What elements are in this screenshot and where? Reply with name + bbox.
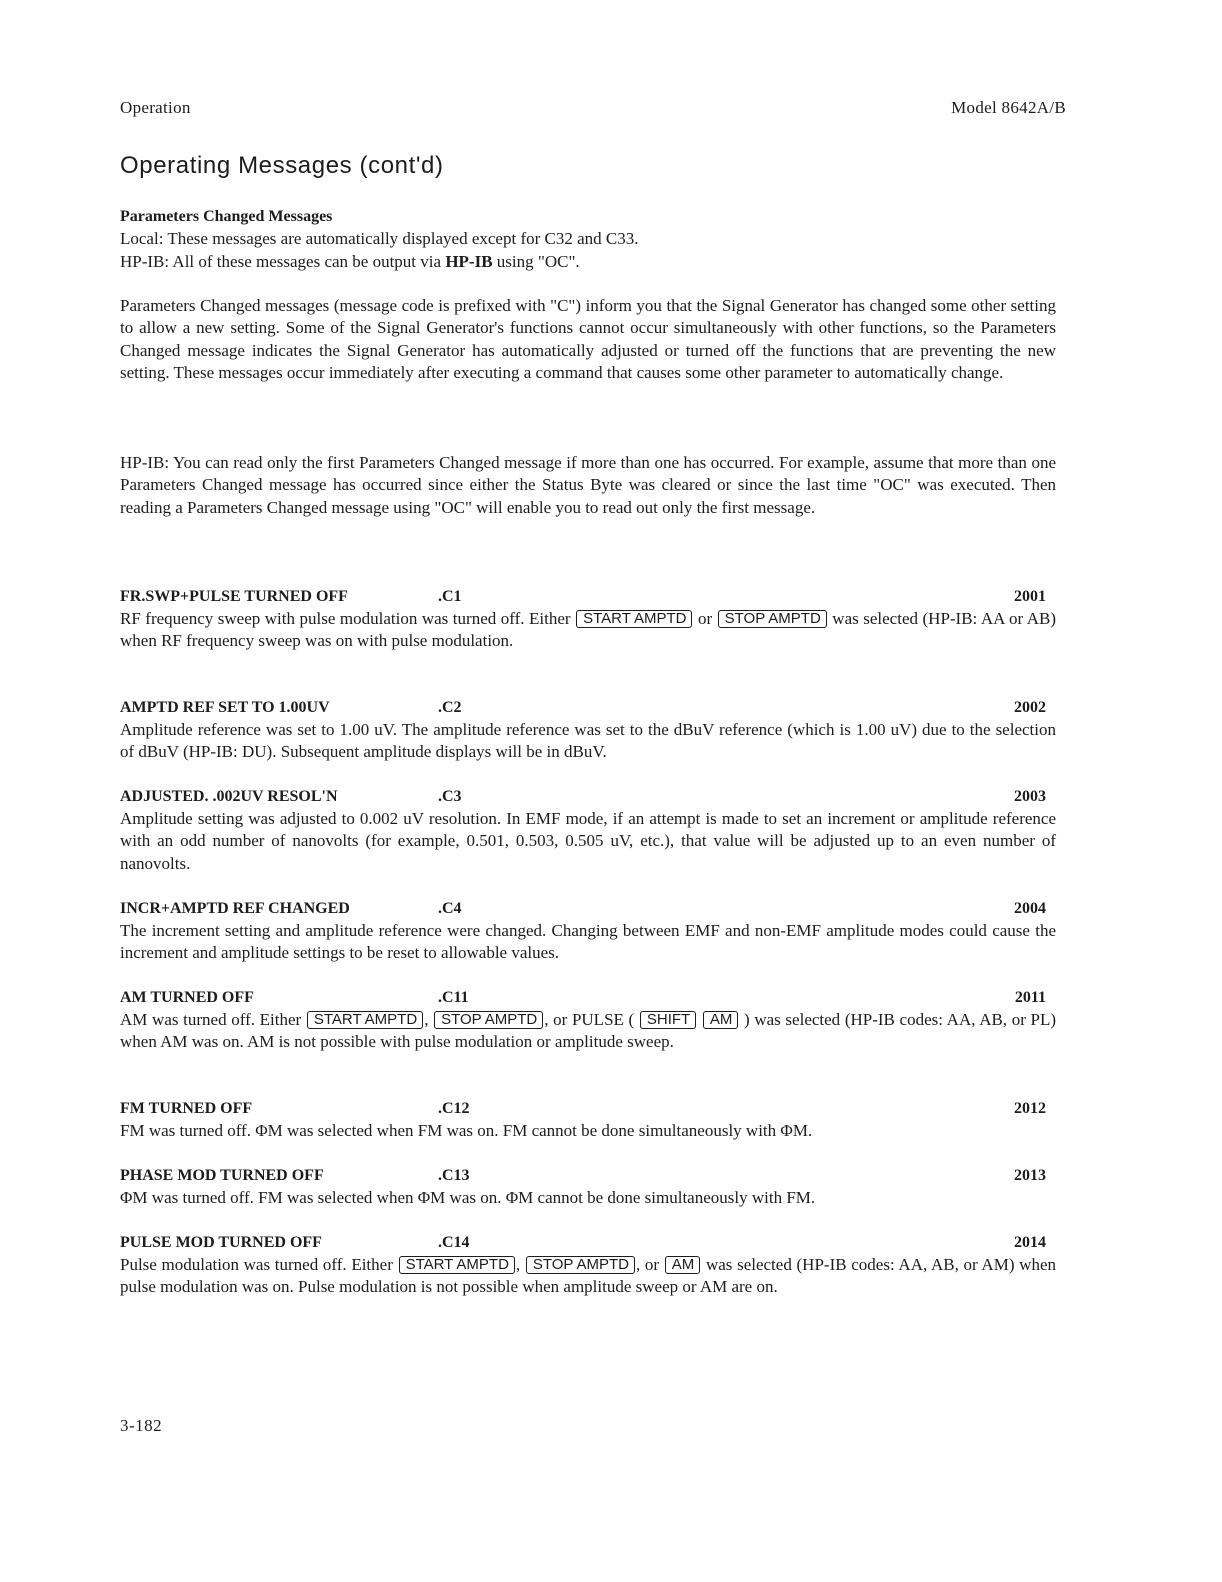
message-entry xyxy=(120,786,1056,875)
message-name: PULSE MOD TURNED OFF xyxy=(120,1234,322,1251)
message-entry xyxy=(120,1165,1056,1209)
am-key: AM xyxy=(703,1011,739,1029)
message-number: 2002 xyxy=(1014,699,1046,716)
message-code: .C2 xyxy=(438,699,462,716)
message-header xyxy=(120,586,1056,608)
message-header xyxy=(120,786,1056,808)
message-description xyxy=(120,1009,1056,1054)
stop-amptd-key: STOP AMPTD xyxy=(718,610,827,628)
message-code: .C1 xyxy=(438,588,462,605)
header-section-label: Operation xyxy=(120,98,191,117)
message-entry xyxy=(120,586,1056,653)
start-amptd-key: START AMPTD xyxy=(307,1011,423,1029)
message-code: .C13 xyxy=(438,1167,470,1184)
message-name: AM TURNED OFF xyxy=(120,989,254,1006)
description-text: was selected (HP-IB codes: AA, AB, or AM) when pulse modulation was on. Pulse modulation is not possible when amplitude sweep or AM are on. xyxy=(120,1255,1056,1297)
message-name: FM TURNED OFF xyxy=(120,1100,253,1117)
stop-amptd-key: STOP AMPTD xyxy=(434,1011,543,1029)
start-amptd-key: START AMPTD xyxy=(399,1256,515,1274)
message-number: 2014 xyxy=(1014,1234,1046,1251)
am-key: AM xyxy=(665,1256,701,1274)
description-text: RF frequency sweep with pulse modulation was turned off. Either xyxy=(120,609,576,628)
description-text: or xyxy=(693,609,717,628)
intro-paragraph-1: Parameters Changed messages (message code is prefixed with "C") inform you that the Signal Generator has changed some other setting to allow a new setting. Some of the Signal Generator's functions cannot occur simultaneously with other functions, so the Parameters Changed message indicates the Signal Generator has automatically adjusted or turned off the functions that are preventing the new setting. These messages occur immediately after executing a command that causes some other parameter to automatically change. xyxy=(120,296,1056,383)
message-description: The increment setting and amplitude reference were changed. Changing between EMF and non-EMF amplitude modes could cause the increment and amplitude settings to be reset to allowable values. xyxy=(120,921,1056,963)
message-entry xyxy=(120,1232,1056,1299)
intro-local-line: Local: These messages are automatically displayed except for C32 and C33. xyxy=(120,229,639,249)
description-text: , or xyxy=(636,1255,664,1274)
shift-key: SHIFT xyxy=(640,1011,696,1029)
message-number: 2012 xyxy=(1014,1100,1046,1117)
message-entry xyxy=(120,1098,1056,1142)
message-description: Amplitude setting was adjusted to 0.002 uV resolution. In EMF mode, if an attempt is made to set an increment or amplitude reference with an odd number of nanovolts (for example, 0.501, 0.503, 0.505 uV, etc.), that value will be adjusted up to an even number of nanovolts. xyxy=(120,809,1056,873)
description-text: , or PULSE ( xyxy=(544,1010,639,1029)
message-description xyxy=(120,1254,1056,1299)
message-entry xyxy=(120,898,1056,965)
message-description: Amplitude reference was set to 1.00 uV. The amplitude reference was set to the dBuV reference (which is 1.00 uV) due to the selection of dBuV (HP-IB: DU). Subsequent amplitude displays will be in dBuV. xyxy=(120,720,1056,762)
message-code: .C3 xyxy=(438,788,462,805)
message-description xyxy=(120,608,1056,653)
message-entry xyxy=(120,987,1056,1054)
message-entry xyxy=(120,697,1056,764)
description-text: , xyxy=(424,1010,434,1029)
message-header xyxy=(120,898,1056,920)
message-code: .C11 xyxy=(438,989,469,1006)
intro-paragraph-1-block xyxy=(120,295,1056,385)
message-code: .C4 xyxy=(438,900,462,917)
intro-hpib-line xyxy=(120,251,1056,273)
intro-hpib-prefix: HP-IB: All of these messages can be output via xyxy=(120,251,446,271)
message-header xyxy=(120,1165,1056,1187)
page-title: Operating Messages (cont'd) xyxy=(120,152,444,179)
message-code: .C14 xyxy=(438,1234,470,1251)
message-number: 2001 xyxy=(1014,588,1046,605)
intro-section xyxy=(120,206,1056,273)
intro-hpib-suffix: using "OC". xyxy=(492,251,580,271)
message-number: 2013 xyxy=(1014,1167,1046,1184)
message-name: INCR+AMPTD REF CHANGED xyxy=(120,900,350,917)
message-code: .C12 xyxy=(438,1100,470,1117)
description-text: AM was turned off. Either xyxy=(120,1010,306,1029)
intro-paragraph-2-block xyxy=(120,452,1056,519)
start-amptd-key: START AMPTD xyxy=(576,610,692,628)
message-header xyxy=(120,987,1056,1009)
page-number: 3-182 xyxy=(120,1416,163,1435)
message-description: FM was turned off. ΦM was selected when FM was on. FM cannot be done simultaneously with ΦM. xyxy=(120,1121,813,1140)
message-description: ΦM was turned off. FM was selected when ΦM was on. ΦM cannot be done simultaneously with FM. xyxy=(120,1188,816,1207)
description-text: ) was selected (HP-IB codes: AA, AB, or PL) when AM was on. AM is not possible with pulse modulation or amplitude sweep. xyxy=(120,1010,1057,1052)
message-name: ADJUSTED. .002UV RESOL'N xyxy=(120,788,338,805)
message-name: PHASE MOD TURNED OFF xyxy=(120,1167,324,1184)
header-model-label: Model 8642A/B xyxy=(951,98,1066,117)
message-number: 2011 xyxy=(1014,989,1046,1006)
message-number: 2004 xyxy=(1014,900,1046,917)
stop-amptd-key: STOP AMPTD xyxy=(526,1256,635,1274)
message-name: AMPTD REF SET TO 1.00UV xyxy=(120,699,330,716)
message-number: 2003 xyxy=(1014,788,1046,805)
description-text: , xyxy=(515,1255,525,1274)
message-header xyxy=(120,1098,1056,1120)
intro-paragraph-2: HP-IB: You can read only the first Parameters Changed message if more than one has occurred. For example, assume that more than one Parameters Changed message has occurred since either the Status Byte was cleared or since the last time "OC" was executed. Then reading a Parameters Changed message using "OC" will enable you to read out only the first message. xyxy=(120,453,1056,517)
message-header xyxy=(120,697,1056,719)
message-header xyxy=(120,1232,1056,1254)
message-name: FR.SWP+PULSE TURNED OFF xyxy=(120,588,348,605)
intro-hpib-bold: HP-IB xyxy=(445,251,493,271)
description-text: was selected (HP-IB: AA or AB) when RF frequency sweep was on with pulse modulation. xyxy=(120,609,1056,651)
intro-subheading: Parameters Changed Messages xyxy=(120,208,333,225)
description-text xyxy=(697,1010,702,1029)
description-text: Pulse modulation was turned off. Either xyxy=(120,1255,398,1274)
